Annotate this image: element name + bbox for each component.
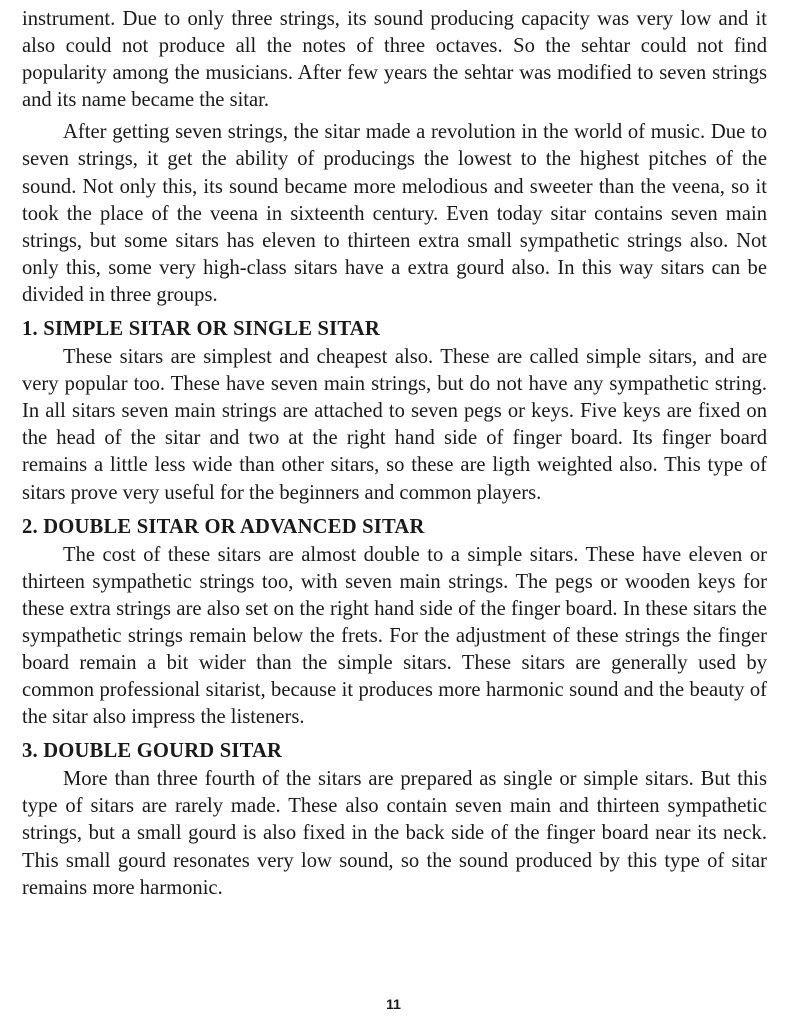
document-page xyxy=(22,6,767,902)
revolution-paragraph: After getting seven strings, the sitar made a revolution in the world of music. Due to seven strings, it get the ability of producings the lowest to the highest pitches of the sound. Not only this, its sound became more melodious and sweeter than the veena, so it took the place of the veena in sixteenth century. Even today sitar contains seven main strings, but some sitars has eleven to thirteen extra small sympathetic strings also. Not only this, some very high-class sitars have a extra gourd also. In this way sitars can be divided in three groups. xyxy=(22,121,767,306)
section-body-double-gourd-sitar: More than three fourth of the sitars are prepared as single or simple sitars. But this type of sitars are rarely made. These also contain seven main and thirteen sympathetic strings, but a small gourd is also fixed in the back side of the finger board near its neck. This small gourd resonates very low sound, so the sound produced by this type of sitar remains more harmonic. xyxy=(22,768,767,899)
section-body-double-sitar: The cost of these sitars are almost double to a simple sitars. These have eleven or thirteen sympathetic strings too, with seven main strings. The pegs or wooden keys for these extra strings are also set on the right hand side of the finger board. In these sitars the sympathetic strings remain below the frets. For the adjustment of these strings the finger board remain a bit wider than the simple sitars. These sitars are generally used by common professional sitarist, because it produces more harmonic sound and the beauty of the sitar also impress the listeners. xyxy=(22,543,767,729)
section-heading-double-gourd-sitar: 3. DOUBLE GOURD SITAR xyxy=(22,740,283,763)
section-body-simple-sitar: These sitars are simplest and cheapest also. These are called simple sitars, and are very popular too. These have seven main strings, but do not have any sympathetic string. In all sitars seven main strings are attached to seven pegs or keys. Five keys are fixed on the head of the sitar and two at the right hand side of finger board. Its finger board remains a little less wide than other sitars, so these are ligth weighted also. This type of sitars prove very useful for the beginners and common players. xyxy=(22,346,767,504)
intro-paragraph: instrument. Due to only three strings, its sound producing capacity was very low and it also could not produce all the notes of three octaves. So the sehtar could not find popularity among the musicians. After few years the sehtar was modified to seven strings and its name became the sitar. xyxy=(22,8,767,112)
page-number: 11 xyxy=(386,996,401,1012)
section-heading-simple-sitar: 1. SIMPLE SITAR OR SINGLE SITAR xyxy=(22,318,380,341)
section-heading-double-sitar: 2. DOUBLE SITAR OR ADVANCED SITAR xyxy=(22,515,425,538)
